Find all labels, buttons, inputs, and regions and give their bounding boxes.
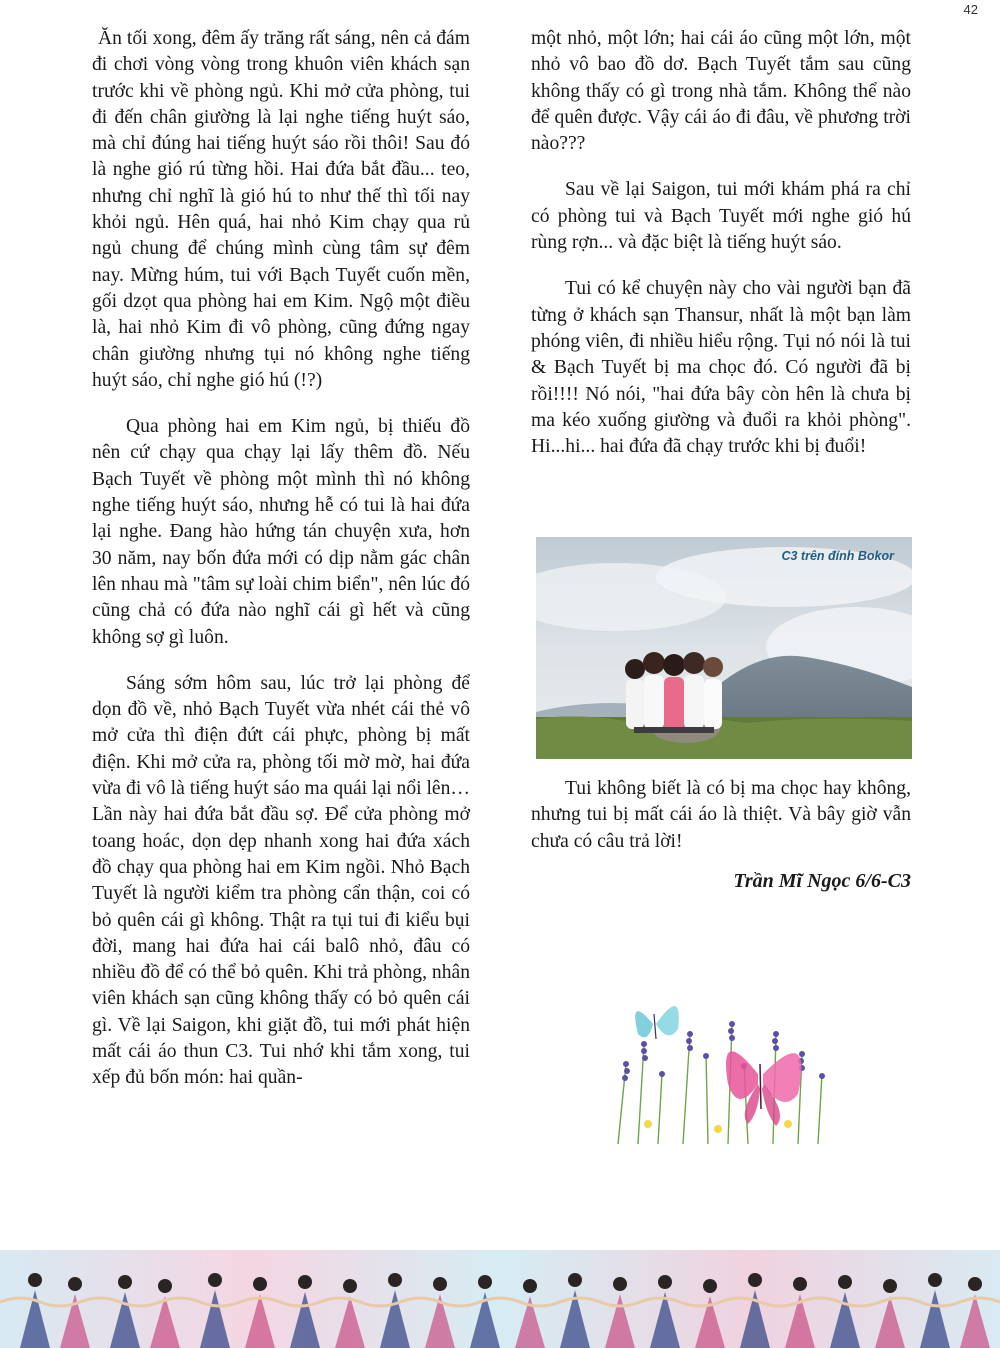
blue-butterfly <box>635 1006 679 1039</box>
pink-butterfly <box>726 1051 801 1126</box>
right-column <box>531 26 911 460</box>
closing-block <box>531 776 911 855</box>
decorative-border-strip <box>0 1250 1000 1348</box>
closing-paragraph: Tui không biết là có bị ma chọc hay không, nhưng tui bị mất cái áo là thiệt. Và bây giờ vẫn chưa có câu trả lời! <box>531 778 911 852</box>
butterfly-flower-illustration <box>598 984 838 1144</box>
left-column <box>92 26 470 1092</box>
paragraph-6: Tui có kể chuyện này cho vài người bạn đã từng ở khách sạn Thansur, nhất là một bạn làm phóng viên, đi nhiều hiểu rộng. Tụi nó nói là tui & Bạch Tuyết bị ma chọc đó. Có người đã bị rồi!!!! Nó nói, "hai đứa bây còn hên là chưa bị ma kéo xuống giường và đuổi ra khỏi phòng". Hi...hi... hai đứa đã chạy trước khi bị đuổi! <box>531 278 911 458</box>
paragraph-2: Qua phòng hai em Kim ngủ, bị thiếu đồ nên cứ chạy qua chạy lại lấy thêm đồ. Nếu Bạch Tuyết về phòng một mình thì nó không nghe tiếng huýt sáo, nhưng hễ có tui là hai đứa lại nghe. Đang hào hứng tán chuyện xưa, hơn 30 năm, nay bốn đứa mới có dịp nằm gác chân lên nhau mà "tâm sự loài chim biển", nên lúc đó cũng chả có đứa nào nghĩ cái gì hết và cũng không sợ gì luôn. <box>92 416 470 648</box>
people-group <box>625 652 723 733</box>
bokor-photo-illustration <box>536 537 912 759</box>
page-number: 42 <box>963 2 978 17</box>
paragraph-1: Ăn tối xong, đêm ấy trăng rất sáng, nên cả đám đi chơi vòng vòng trong khuôn viên khách sạn trước khi về phòng ngủ. Khi mở cửa phòng, tui đi đến chân giường là lại nghe tiếng huýt sáo, mà chỉ đúng hai tiếng huýt sáo rồi thôi! Sau đó là nghe gió rú từng hồi. Hai đứa bắt đầu... teo, nhưng chỉ nghĩ là gió hú to như thế thì tối nay khỏi ngủ. Hên quá, hai nhỏ Kim chạy qua rủ ngủ chung để chúng mình cùng tâm sự đêm nay. Mừng húm, tui với Bạch Tuyết cuốn mền, gối dzọt qua phòng hai em Kim. Ngộ một điều là, hai nhỏ Kim đi vô phòng, cũng đứng ngay chân giường nhưng tụi nó không nghe tiếng huýt sáo, chỉ nghe gió hú (!?) <box>92 28 470 391</box>
paragraph-3: Sáng sớm hôm sau, lúc trở lại phòng để dọn đồ về, nhỏ Bạch Tuyết vừa nhét cái thẻ vô mở cửa thì điện đứt cái phực, phòng bị mất điện. Khi mở cửa ra, phòng tối mờ mờ, hai đứa vừa đi vô là tiếng huýt sáo ma quái lại nổi lên… Lần này hai đứa bắt đầu sợ. Để cửa phòng mở toang hoác, dọn dẹp nhanh xong hai đứa xách đồ chạy qua phòng hai em Kim ngồi. Nhỏ Bạch Tuyết là người kiểm tra phòng cẩn thận, coi có bỏ quên cái gì không. Thật ra tụi tui đi kiểu bụi đời, mang hai đứa hai cái balô nhỏ, đâu có nhiều đồ để có thể bỏ quên. Khi trả phòng, nhân viên khách sạn cũng không thấy có bỏ quên cái gì. Về lại Saigon, khi giặt đồ, tui mới phát hiện mất cái áo thun C3. Tui nhớ khi tắm xong, tui xếp đủ bốn món: hai quần- <box>92 672 470 1089</box>
photo-caption: C3 trên đỉnh Bokor <box>781 549 894 563</box>
group-photo <box>536 537 912 759</box>
paragraph-5: Sau về lại Saigon, tui mới khám phá ra chỉ có phòng tui và Bạch Tuyết mới nghe gió hú rùng rợn... và đặc biệt là tiếng huýt sáo. <box>531 179 911 254</box>
paragraph-4: một nhỏ, một lớn; hai cái áo cũng một lớn, một nhỏ vô bao đồ dơ. Bạch Tuyết tắm sau cũng không thấy có gì trong nhà tắm. Không thể nào để quên được. Vậy cái áo đi đâu, về phương trời nào??? <box>531 28 911 155</box>
author-signature: Trần Mĩ Ngọc 6/6-C3 <box>733 870 911 892</box>
